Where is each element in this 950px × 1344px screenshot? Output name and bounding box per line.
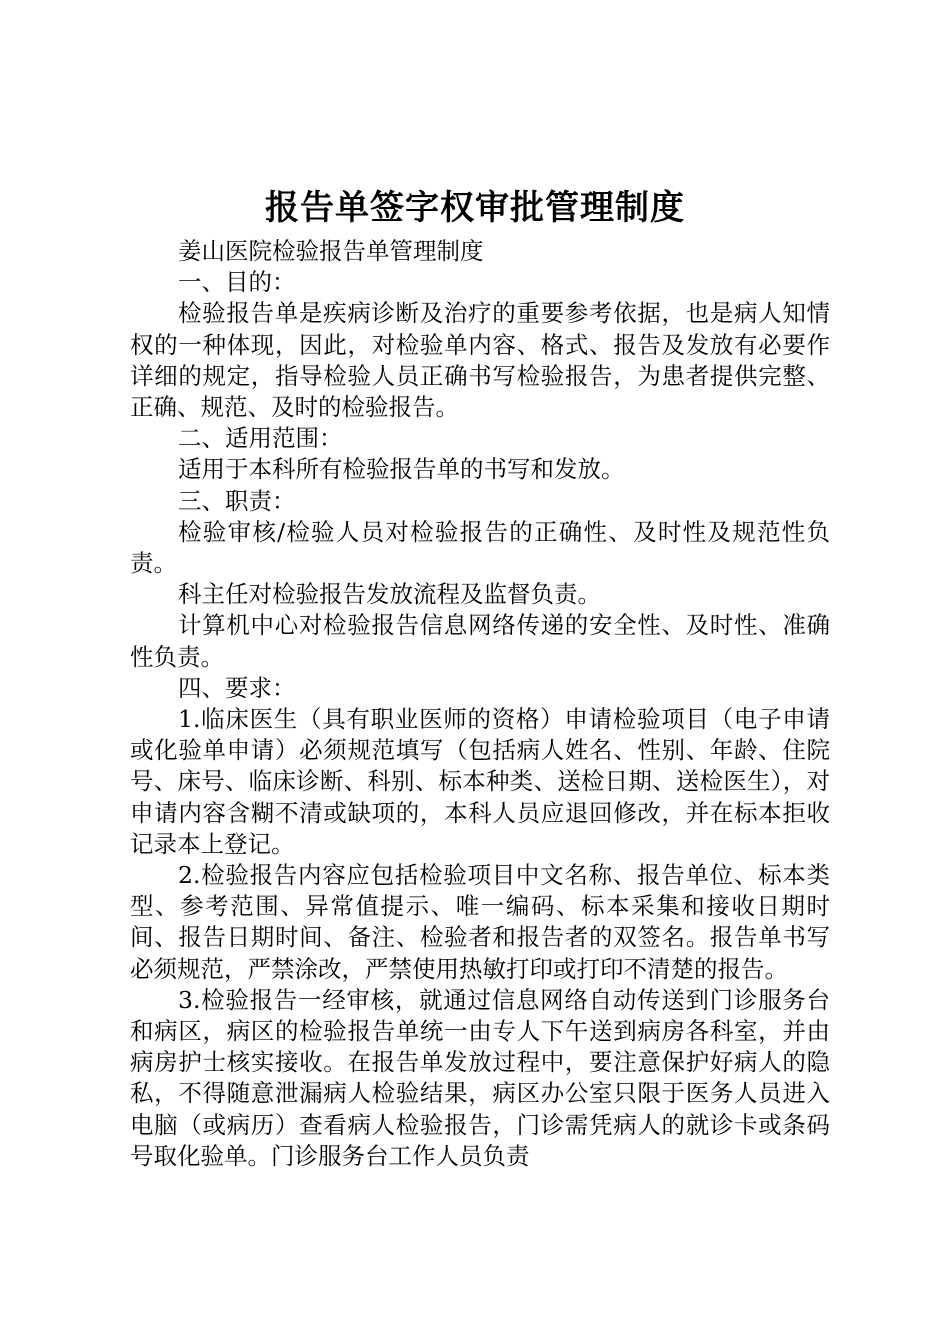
paragraph-purpose: 检验报告单是疾病诊断及治疗的重要参考依据，也是病人知情权的一种体现，因此，对检验单内容、格式、报告及发放有必要作详细的规定，指导检验人员正确书写检验报告，为患者提供完整、正确、规范、及时的检验报告。 — [130, 299, 830, 422]
paragraph-requirement-1: 1.临床医生（具有职业医师的资格）申请检验项目（电子申请或化验单申请）必须规范填写（包括病人姓名、性别、年龄、住院号、床号、临床诊断、科别、标本种类、送检日期、送检医生），对申请内容含糊不清或缺项的，本科人员应退回修改，并在标本拒收记录本上登记。 — [130, 705, 830, 858]
paragraph-hospital-name: 姜山医院检验报告单管理制度 — [178, 237, 484, 265]
heading-scope: 二、适用范围： — [178, 424, 343, 453]
heading-responsibilities: 三、职责： — [178, 486, 296, 515]
heading-requirements: 四、要求： — [178, 673, 296, 702]
paragraph-requirement-3: 3.检验报告一经审核，就通过信息网络自动传送到门诊服务台和病区，病区的检验报告单统一由专人下午送到病房各科室，并由病房护士核实接收。在报告单发放过程中，要注意保护好病人的隐私，不得随意泄漏病人检验结果，病区办公室只限于医务人员进入电脑（或病历）查看病人检验报告，门诊需凭病人的就诊卡或条码号取化验单。门诊服务台工作人员负责 — [130, 985, 830, 1170]
paragraph-responsibility-reviewers: 检验审核/检验人员对检验报告的正确性、及时性及规范性负责。 — [130, 517, 830, 578]
paragraph-requirement-2: 2.检验报告内容应包括检验项目中文名称、报告单位、标本类型、参考范围、异常值提示、唯一编码、标本采集和接收日期时间、报告日期时间、备注、检验者和报告者的双签名。报告单书写必须规范，严禁涂改，严禁使用热敏打印或打印不清楚的报告。 — [130, 861, 830, 983]
document-title: 报告单签字权审批管理制度 — [265, 188, 685, 228]
heading-purpose: 一、目的： — [178, 268, 296, 297]
paragraph-responsibility-director: 科主任对检验报告发放流程及监督负责。 — [178, 580, 601, 609]
paragraph-responsibility-computer-center: 计算机中心对检验报告信息网络传递的安全性、及时性、准确性负责。 — [130, 611, 830, 671]
document-body — [130, 236, 830, 1172]
paragraph-scope: 适用于本科所有检验报告单的书写和发放。 — [178, 455, 625, 484]
